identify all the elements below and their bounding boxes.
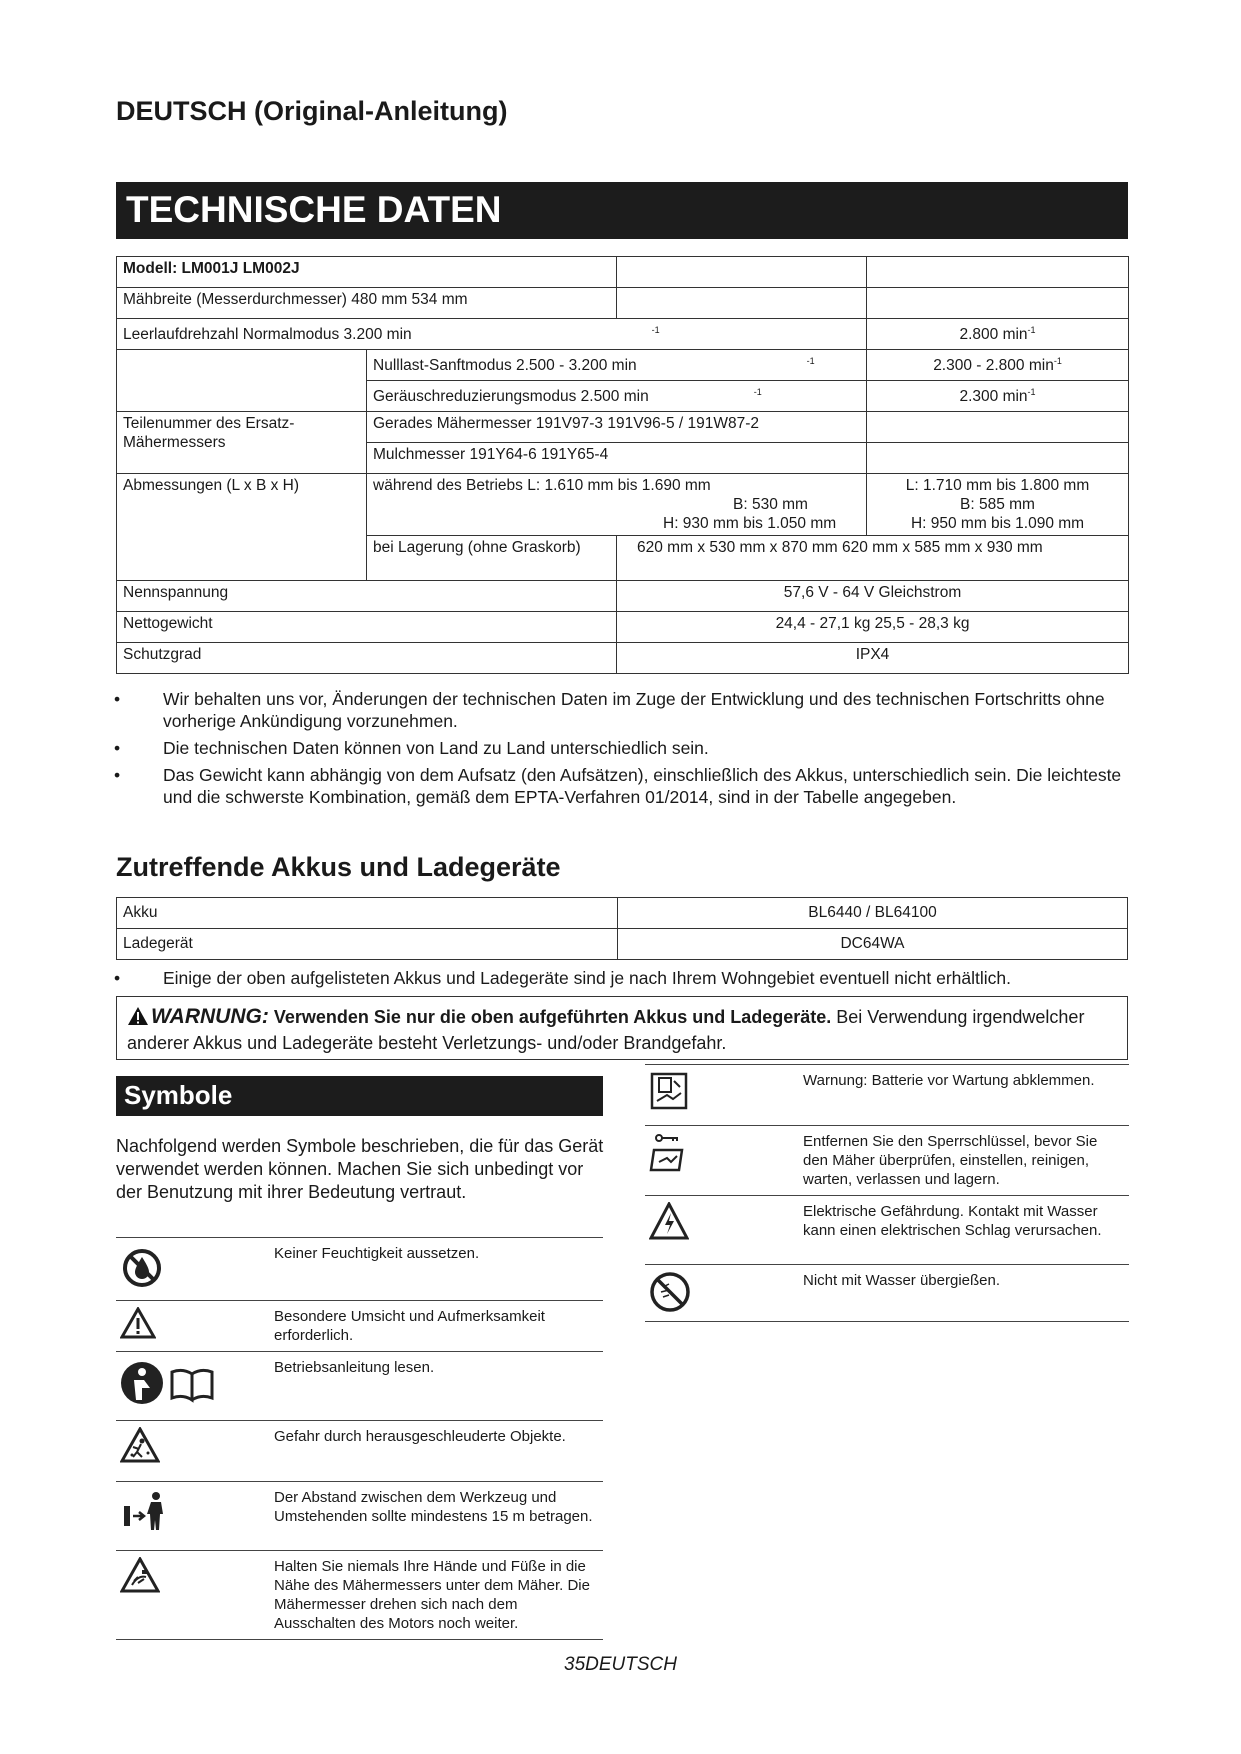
- table-row: [117, 929, 1128, 960]
- model-cell: Modell: LM001J LM002J: [117, 257, 617, 288]
- voltage-value: 57,6 V - 64 V Gleichstrom: [617, 581, 1129, 612]
- part-number-label: Teilenummer des Ersatz-Mähermessers: [117, 412, 367, 474]
- disconnect-battery-icon: [649, 1071, 795, 1111]
- table-row: Keiner Feuchtigkeit aussetzen.: [116, 1238, 603, 1301]
- list-item: • Die technischen Daten können von Land zu Land unterschiedlich sein.: [114, 738, 709, 758]
- table-row: [117, 474, 1129, 536]
- table-row: [117, 257, 1129, 288]
- table-row: [117, 381, 1129, 412]
- section-title-technical-data: TECHNISCHE DATEN: [116, 182, 1128, 239]
- quiet-mode-cell: Geräuschreduzierungsmodus 2.500 min $^{-1}$: [367, 381, 867, 412]
- language-heading: DEUTSCH (Original-Anleitung): [116, 96, 508, 126]
- mulch-blade-cell: Mulchmesser 191Y64-6 191Y65-4: [367, 443, 867, 474]
- table-row: Betriebsanleitung lesen.: [116, 1352, 603, 1421]
- table-row: [117, 350, 1129, 381]
- akku-value: BL6440 / BL64100: [618, 898, 1128, 929]
- section-title-symbols: Symbole: [116, 1076, 603, 1116]
- dimensions-label: Abmessungen (L x B x H): [117, 474, 367, 581]
- soft-mode-value-cell: 2.300 - 2.800 $\min^{-1}$: [867, 350, 1129, 381]
- straight-blade-cell: Gerades Mähermesser 191V97-3 191V96-5 / 191W87-2: [367, 412, 867, 443]
- spec-table: [116, 256, 1129, 674]
- storage-value-cell: 620 mm x 530 mm x 870 mm 620 mm x 585 mm x 930 mm: [617, 536, 1129, 581]
- warning-text: Bei Verwendung irgendwelcher anderer Akkus und Ladegeräte besteht Verletzungs- und/oder Brandgefahr.: [127, 1007, 1085, 1053]
- table-row: [117, 581, 1129, 612]
- dimensions-operation-cell: während des Betriebs L: 1.610 mm bis 1.690 mm B: 530 mm H: 930 mm bis 1.050 mm: [367, 474, 867, 536]
- akku-label: Akku: [117, 898, 618, 929]
- symbols-table-left: [116, 1237, 603, 1640]
- spec-notes: [110, 688, 1130, 813]
- warning-box: [116, 996, 1128, 1060]
- dimensions-operation-value-cell: L: 1.710 mm bis 1.800 mm B: 585 mm H: 950 mm bis 1.090 mm: [867, 474, 1129, 536]
- remove-key-icon: [649, 1132, 795, 1176]
- charger-value: DC64WA: [618, 929, 1128, 960]
- hands-feet-icon: [120, 1557, 266, 1593]
- table-row: [117, 612, 1129, 643]
- symbols-table-right: [645, 1064, 1129, 1322]
- table-row: [117, 412, 1129, 443]
- caution-icon: [120, 1307, 266, 1339]
- voltage-label: Nennspannung: [117, 581, 617, 612]
- table-row: [117, 288, 1129, 319]
- electric-hazard-icon: [649, 1202, 795, 1240]
- no-water-spray-icon: [649, 1271, 795, 1313]
- page-footer: 35DEUTSCH: [564, 1654, 677, 1675]
- table-row: [117, 643, 1129, 674]
- warning-bold-text: Verwenden Sie nur die oben aufgeführten Akkus und Ladegeräte.: [273, 1007, 832, 1027]
- table-row: [117, 898, 1128, 929]
- warning-triangle-icon: [127, 1006, 149, 1032]
- table-row: Warnung: Batterie vor Wartung abklemmen.: [645, 1065, 1129, 1126]
- quiet-mode-value-cell: 2.300 $\min^{-1}$: [867, 381, 1129, 412]
- table-row: Besondere Umsicht und Aufmerksamkeit erforderlich.: [116, 1301, 603, 1352]
- weight-label: Nettogewicht: [117, 612, 617, 643]
- storage-label: bei Lagerung (ohne Graskorb): [367, 536, 617, 581]
- symbols-intro: Nachfolgend werden Symbole beschrieben, die für das Gerät verwendet werden können. Machen Sie sich unbedingt vor der Benutzung mit ihrer Bedeutung vertraut.: [116, 1136, 604, 1202]
- speed-value-cell: 2.800 $\min^{-1}$: [867, 319, 1129, 350]
- table-row: Halten Sie niemals Ihre Hände und Füße in die Nähe des Mähermessers unter dem Mäher. Die Mähermesser drehen sich nach dem Ausschalten des Motors noch weiter.: [116, 1551, 603, 1640]
- table-row: [117, 319, 1129, 350]
- warning-label: WARNUNG:: [151, 1005, 269, 1028]
- cutting-width-cell: Mähbreite (Messerdurchmesser) 480 mm 534 mm: [117, 288, 617, 319]
- read-manual-icon: [120, 1358, 266, 1408]
- no-moisture-icon: [120, 1244, 266, 1288]
- battery-table: [116, 897, 1128, 960]
- soft-mode-cell: Nulllast-Sanftmodus 2.500 - 3.200 min $^{-1}$: [367, 350, 867, 381]
- protection-value: IPX4: [617, 643, 1129, 674]
- speed-cell: Leerlaufdrehzahl Normalmodus 3.200 min $^{-1}$: [117, 319, 867, 350]
- table-row: Nicht mit Wasser übergießen.: [645, 1265, 1129, 1322]
- section-title-batteries: Zutreffende Akkus und Ladegeräte: [116, 852, 561, 882]
- table-row: Der Abstand zwischen dem Werkzeug und Umstehenden sollte mindestens 15 m betragen.: [116, 1482, 603, 1551]
- list-item: • Wir behalten uns vor, Änderungen der technischen Daten im Zuge der Entwicklung und des technischen Fortschritts ohne vorherige Ankündigung vorzunehmen.: [114, 689, 1105, 731]
- table-row: Entfernen Sie den Sperrschlüssel, bevor Sie den Mäher überprüfen, einstellen, reinigen, warten, verlassen und lagern.: [645, 1126, 1129, 1196]
- battery-note: • Einige der oben aufgelisteten Akkus und Ladegeräte sind je nach Ihrem Wohngebiet eventuell nicht erhältlich.: [114, 968, 1012, 988]
- charger-label: Ladegerät: [117, 929, 618, 960]
- table-row: Gefahr durch herausgeschleuderte Objekte.: [116, 1421, 603, 1482]
- distance-icon: [120, 1488, 266, 1532]
- protection-label: Schutzgrad: [117, 643, 617, 674]
- thrown-objects-icon: [120, 1427, 266, 1463]
- list-item: • Das Gewicht kann abhängig von dem Aufsatz (den Aufsätzen), einschließlich des Akkus, unterschiedlich sein. Die leichteste und die schwerste Kombination, gemäß dem EPTA-Verfahren 01/2014, sind in der Tabelle angegeben.: [114, 765, 1122, 807]
- weight-value: 24,4 - 27,1 kg 25,5 - 28,3 kg: [617, 612, 1129, 643]
- table-row: Elektrische Gefährdung. Kontakt mit Wasser kann einen elektrischen Schlag verursachen.: [645, 1196, 1129, 1265]
